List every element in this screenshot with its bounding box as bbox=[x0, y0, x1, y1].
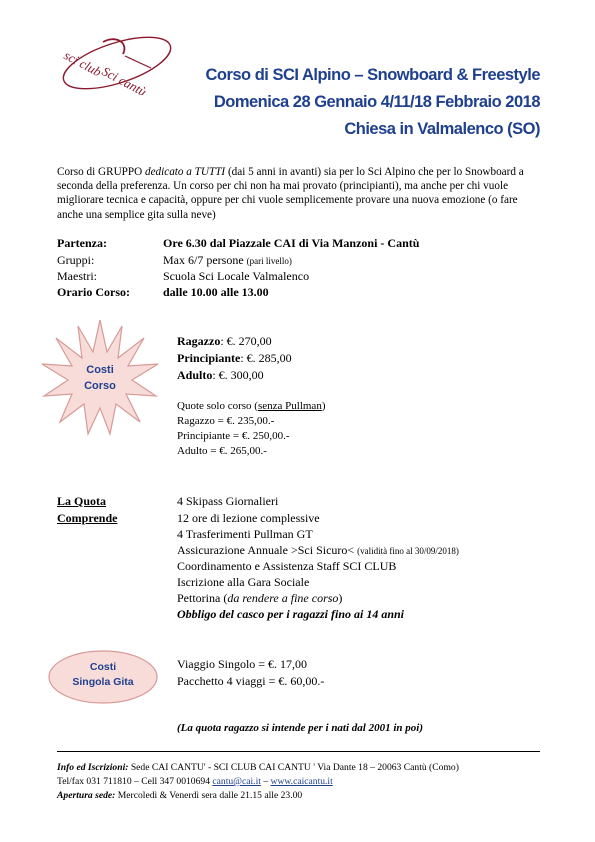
orario-value: dalle 10.00 alle 13.00 bbox=[163, 285, 269, 299]
solo-principiante: Principiante = €. 250,00.- bbox=[177, 430, 290, 442]
footer-apertura-text: Mercoledì & Venerdì sera dalle 21.15 alle 23.00 bbox=[115, 790, 303, 801]
quota-item-italic: da rendere a fine corso bbox=[227, 591, 339, 605]
costi-corso-badge bbox=[40, 318, 160, 438]
solo-corso-title bbox=[177, 400, 326, 412]
price-ragazzo-value: : €. 270,00 bbox=[220, 334, 272, 348]
intro-text-emphasis: dedicato a TUTTI bbox=[144, 166, 226, 178]
badge-singola-gita-label: Singola Gita bbox=[72, 676, 134, 688]
quota-label-2: Comprende bbox=[57, 511, 118, 525]
footer-apertura bbox=[57, 790, 302, 801]
footer-divider bbox=[57, 751, 540, 752]
maestri-value: Scuola Sci Locale Valmalenco bbox=[163, 269, 310, 283]
gruppi-value bbox=[163, 253, 292, 268]
solo-adulto: Adulto = €. 265,00.- bbox=[177, 445, 267, 457]
quota-item: Coordinamento e Assistenza Staff SCI CLUB bbox=[177, 559, 397, 573]
nota-ragazzo: (La quota ragazzo si intende per i nati dal 2001 in poi) bbox=[177, 722, 423, 734]
intro-text-c: (dai 5 anni in avanti) sia per lo Sci Alpino che per lo Snowboard a seconda della preferenza. Un corso per chi non ha mai provato (principianti), ma anche per chi vuole migliorare tecnica e capacità, oppure per chi vuole semplicemente provare una nuova emozione (o fare anche una semplice gita sulla neve) bbox=[57, 166, 524, 221]
intro-paragraph bbox=[57, 165, 542, 222]
singola-gita-badge bbox=[47, 649, 159, 705]
footer-contacts bbox=[57, 776, 333, 787]
title-dates: Domenica 28 Gennaio 4/11/18 Febbraio 2018 bbox=[213, 93, 540, 111]
maestri-label: Maestri: bbox=[57, 269, 97, 283]
orario-label: Orario Corso: bbox=[57, 285, 130, 299]
quota-item-end: ) bbox=[338, 591, 343, 605]
badge-costi-label: Costi bbox=[86, 364, 114, 376]
price-ragazzo bbox=[177, 334, 272, 349]
quota-item: 12 ore di lezione complessive bbox=[177, 511, 320, 525]
price-principiante-label: Principiante bbox=[177, 351, 241, 365]
viaggio-singolo: Viaggio Singolo = €. 17,00 bbox=[177, 657, 308, 671]
pacchetto-viaggi: Pacchetto 4 viaggi = €. 60,00.- bbox=[177, 674, 325, 688]
gruppi-label: Gruppi: bbox=[57, 253, 95, 267]
price-adulto-value: : €. 300,00 bbox=[212, 368, 264, 382]
quota-item bbox=[177, 543, 459, 558]
price-adulto bbox=[177, 368, 264, 383]
title-course: Corso di SCI Alpino – Snowboard & Freestyle bbox=[205, 66, 540, 84]
price-ragazzo-label: Ragazzo bbox=[177, 334, 221, 348]
quota-item-text: Assicurazione Annuale >Sci Sicuro< bbox=[177, 543, 358, 557]
obbligo-casco: Obbligo del casco per i ragazzi fino ai 14 anni bbox=[177, 607, 405, 621]
quota-item-note: (validità fino al 30/09/2018) bbox=[357, 546, 459, 556]
svg-text:sci club: sci club bbox=[61, 47, 105, 80]
svg-text:Sci cantù: Sci cantù bbox=[99, 63, 150, 95]
price-principiante bbox=[177, 351, 292, 366]
gruppi-note: (pari livello) bbox=[246, 256, 292, 266]
footer-info-text: Sede CAI CANTU' - SCI CLUB CAI CANTU ' Via Dante 18 – 20063 Cantù (Como) bbox=[128, 762, 459, 773]
logo-graphic bbox=[55, 30, 175, 95]
solo-title-underlined: senza Pullman bbox=[257, 400, 322, 412]
gruppi-value-text: Max 6/7 persone bbox=[163, 253, 247, 267]
title-location: Chiesa in Valmalenco (SO) bbox=[344, 120, 540, 138]
footer-info bbox=[57, 762, 459, 773]
quota-item: 4 Trasferimenti Pullman GT bbox=[177, 527, 313, 541]
quota-item-text: Pettorina ( bbox=[177, 591, 228, 605]
solo-title-a: Quote solo corso ( bbox=[177, 400, 258, 412]
partenza-label: Partenza: bbox=[57, 236, 107, 250]
quota-item bbox=[177, 591, 342, 606]
quota-item: 4 Skipass Giornalieri bbox=[177, 494, 279, 508]
intro-text-a: Corso di GRUPPO bbox=[57, 166, 145, 178]
quota-item: Iscrizione alla Gara Sociale bbox=[177, 575, 310, 589]
badge-costi-label: Costi bbox=[89, 661, 117, 673]
partenza-value: Ore 6.30 dal Piazzale CAI di Via Manzoni - Cantù bbox=[163, 236, 420, 250]
price-principiante-value: : €. 285,00 bbox=[240, 351, 292, 365]
footer-email-link[interactable]: cantu@cai.it bbox=[212, 776, 261, 787]
club-logo bbox=[55, 30, 175, 95]
footer-tel: Tel/fax 031 711810 – Cell 347 0010694 bbox=[57, 776, 213, 787]
footer-info-label: Info ed Iscrizioni: bbox=[57, 762, 129, 773]
footer-separator: – bbox=[260, 776, 271, 787]
badge-corso-label: Corso bbox=[84, 380, 116, 392]
quota-label-1: La Quota bbox=[57, 494, 107, 508]
solo-title-c: ) bbox=[321, 400, 326, 412]
footer-apertura-label: Apertura sede: bbox=[57, 790, 116, 801]
solo-ragazzo: Ragazzo = €. 235,00.- bbox=[177, 415, 275, 427]
footer-web-link[interactable]: www.caicantu.it bbox=[270, 776, 333, 787]
price-adulto-label: Adulto bbox=[177, 368, 213, 382]
